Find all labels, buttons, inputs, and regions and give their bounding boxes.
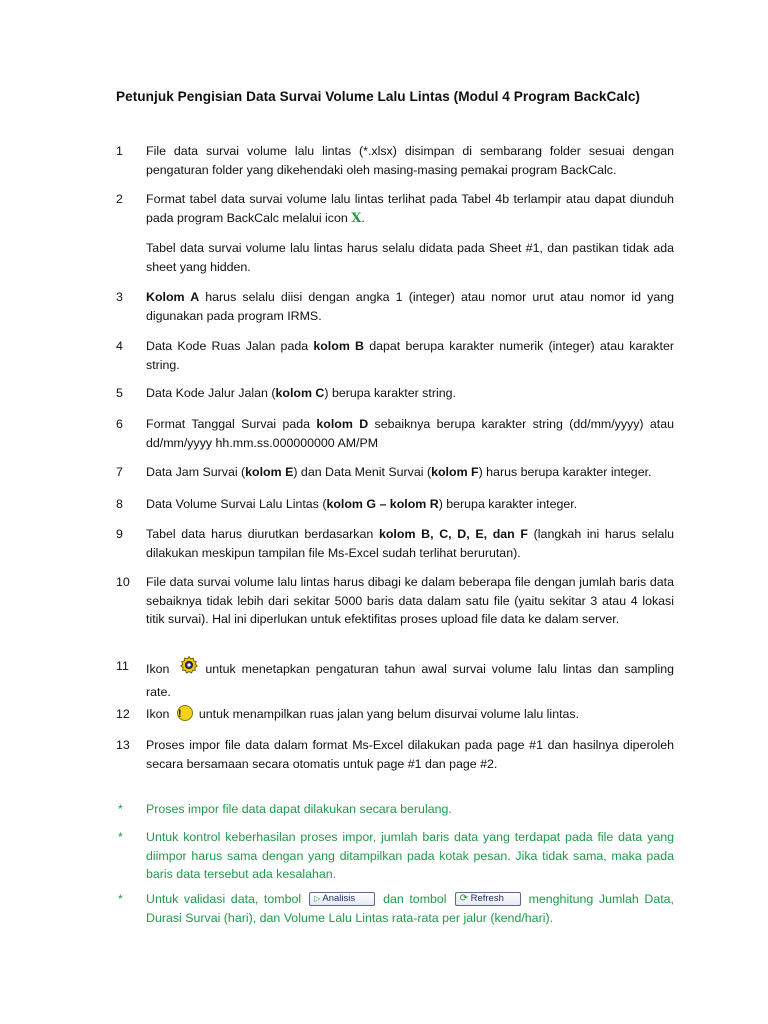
item-number: 4 [116, 339, 123, 353]
item-number: 7 [116, 465, 123, 479]
item-number: 5 [116, 386, 123, 400]
note-bullet: * [118, 892, 123, 906]
item-text: Data Kode Ruas Jalan pada kolom B dapat berupa karakter numerik (integer) atau karakter string. [146, 339, 675, 372]
item-text: Ikon ! untuk menampilkan ruas jalan yang belum disurvai volume lalu lintas. [146, 705, 674, 724]
item-number: 6 [116, 417, 123, 431]
item-text: Tabel data harus diurutkan berdasarkan kolom B, C, D, E, dan F (langkah ini harus selalu dilakukan meskipun tampilan file Ms-Excel sudah terlihat berurutan). [146, 527, 674, 560]
item-number: 10 [116, 575, 130, 589]
item-text: Data Volume Survai Lalu Lintas (kolom G – kolom R) berupa karakter integer. [146, 497, 578, 511]
refresh-icon: ⟳ [459, 892, 468, 904]
list-item-4 [116, 337, 674, 374]
list-item-9 [116, 525, 674, 562]
list-item-7 [116, 463, 674, 482]
gear-icon[interactable] [179, 655, 199, 681]
refresh-button[interactable]: ⟳ Refresh [455, 892, 521, 906]
warning-icon[interactable]: ! [177, 705, 193, 721]
item-text: File data survai volume lalu lintas (*.xlsx) disimpan di sembarang folder sesuai dengan pengaturan folder yang dikehendaki oleh masing-masing pemakai program BackCalc. [146, 144, 674, 177]
list-item-2 [116, 190, 674, 228]
list-item-10 [116, 573, 674, 629]
list-item-13 [116, 736, 674, 773]
note-bullet: * [118, 802, 123, 816]
note-bullet: * [118, 830, 123, 844]
item-number: 11 [116, 659, 129, 673]
note-item-3 [116, 890, 674, 927]
note-text: Untuk validasi data, tombol ▷ Analisis dan tombol ⟳ Refresh menghitung Jumlah Data, Durasi Survai (hari), dan Volume Lalu Lintas rata-rata per jalur (kend/hari). [146, 892, 674, 925]
item-number: 13 [116, 738, 130, 752]
play-icon: ▷ [314, 893, 321, 903]
item-text: Proses impor file data dalam format Ms-Excel dilakukan pada page #1 dan hasilnya diperoleh secara bersamaan secara otomatis untuk page #1 dan page #2. [146, 738, 674, 771]
list-item-8 [116, 495, 674, 514]
item-number: 2 [116, 192, 123, 206]
item-number: 1 [116, 144, 123, 158]
item-text: Data Jam Survai (kolom E) dan Data Menit Survai (kolom F) harus berupa karakter integer. [146, 465, 652, 479]
item-number: 9 [116, 527, 123, 541]
analisis-button[interactable]: ▷ Analisis [309, 892, 375, 906]
list-item-12 [116, 705, 674, 724]
note-text: Proses impor file data dapat dilakukan secara berulang. [146, 802, 452, 816]
item-text: Data Kode Jalur Jalan (kolom C) berupa karakter string. [146, 386, 456, 400]
list-item-6 [116, 415, 674, 452]
list-item-5 [116, 384, 674, 403]
note-item-2 [116, 828, 674, 884]
item-text: Ikon untuk menetapkan pengaturan tahun awal survai volume lalu lintas dan sampling rate. [146, 657, 674, 701]
excel-x-icon[interactable]: X [351, 210, 362, 226]
item-number: 12 [116, 707, 130, 721]
item-text: Format tabel data survai volume lalu lintas terlihat pada Tabel 4b terlampir atau dapat diunduh pada program BackCalc melalui icon X. [146, 192, 674, 226]
note-text: Untuk kontrol keberhasilan proses impor, jumlah baris data yang terdapat pada file data yang diimpor harus sama dengan yang ditampilkan pada kotak pesan. Jika tidak sama, maka pada baris data tersebut ada kesalahan. [146, 830, 674, 881]
note-item-1 [116, 800, 674, 819]
list-item-3 [116, 288, 674, 325]
item-number: 8 [116, 497, 123, 511]
list-item-11 [116, 657, 674, 701]
list-item-1 [116, 142, 674, 179]
item-text: Kolom A harus selalu diisi dengan angka 1 (integer) atau nomor urut atau nomor id yang digunakan pada program IRMS. [146, 290, 674, 323]
item-text: File data survai volume lalu lintas harus dibagi ke dalam beberapa file dengan jumlah baris data sebaiknya tidak lebih dari sekitar 5000 baris data dalam satu file (yaitu sekitar 3 atau 4 lokasi titik survai). Hal ini diperlukan untuk efektifitas proses upload file data ke dalam server. [146, 575, 674, 626]
item-number: 3 [116, 290, 123, 304]
item-text: Format Tanggal Survai pada kolom D sebaiknya berupa karakter string (dd/mm/yyyy) atau dd/mm/yyyy hh.mm.ss.000000000 AM/PM [146, 417, 674, 450]
page-title: Petunjuk Pengisian Data Survai Volume Lalu Lintas (Modul 4 Program BackCalc) [116, 89, 641, 104]
paragraph-sheet-note: Tabel data survai volume lalu lintas harus selalu didata pada Sheet #1, dan pastikan tidak ada sheet yang hidden. [146, 241, 674, 274]
